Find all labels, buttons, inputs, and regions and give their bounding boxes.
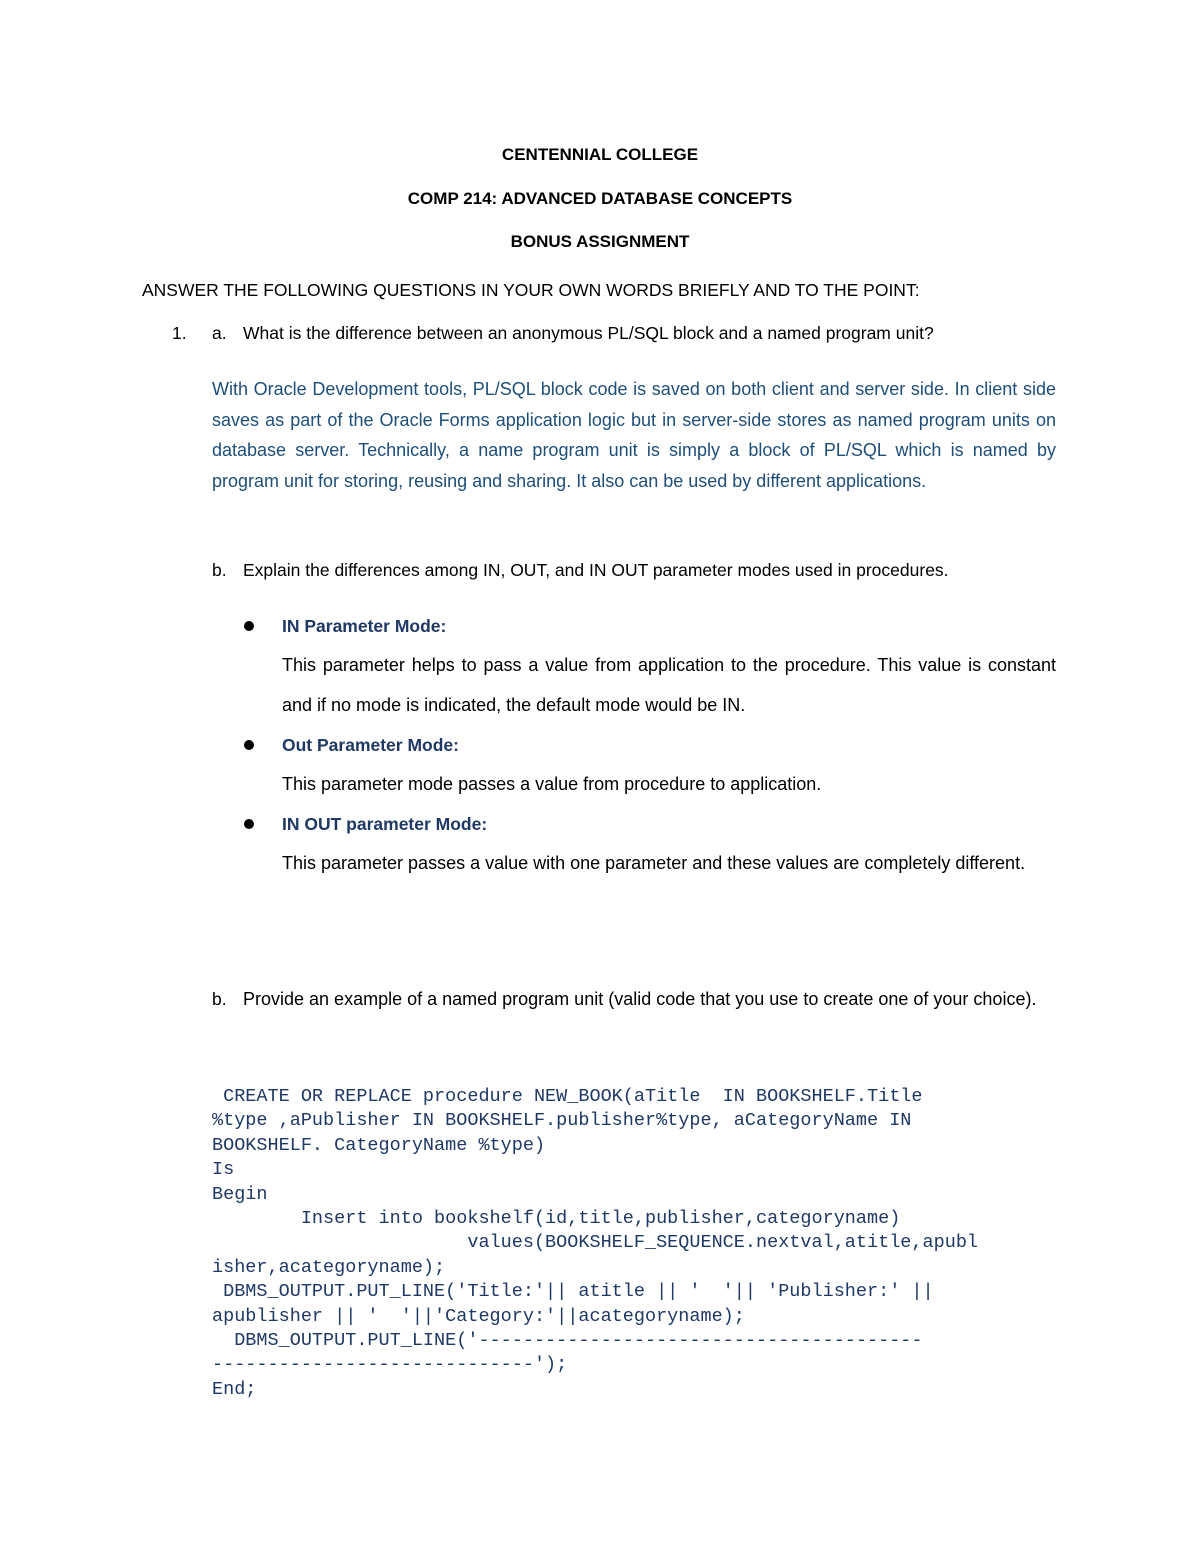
mode-inout-desc: This parameter passes a value with one parameter and these values are completely different. (282, 853, 1026, 873)
mode-in-title: IN Parameter Mode: (282, 616, 447, 636)
answer-a: With Oracle Development tools, PL/SQL block code is saved on both client and server side. In client side saves as part of the Oracle Forms application logic but in server-side stores as named program units on database server. Technically, a name program unit is simply a block of PL/SQL which is named by program unit for storing, reusing and sharing. It also can be used by different applications. (212, 379, 1056, 491)
assignment-title: BONUS ASSIGNMENT (510, 232, 690, 251)
bullet-icon (244, 740, 254, 750)
question-number: 1. (172, 323, 187, 343)
code-block: CREATE OR REPLACE procedure NEW_BOOK(aTitle IN BOOKSHELF.Title %type ,aPublisher IN BOOKSHELF.publisher%type, aCategoryName IN BOOKSHELF. CategoryName %type) Is Begin Insert into bookshelf(id,title,publisher,categoryname) values(BOOKSHELF_SEQUENCE.nextval,atitle,apubl isher,acategoryname); DBMS_OUTPUT.PUT_LINE('Title:'|| atitle || ' '|| 'Publisher:' || apublisher || ' '||'Category:'||acategoryname); DBMS_OUTPUT.PUT_LINE('---------------------------------------- -----------------------------'); End; (212, 1086, 979, 1400)
mode-out-title: Out Parameter Mode: (282, 735, 459, 755)
mode-out-desc: This parameter mode passes a value from procedure to application. (282, 774, 822, 794)
college-title: CENTENNIAL COLLEGE (501, 145, 699, 164)
bullet-icon (244, 621, 254, 631)
mode-in-desc: This parameter helps to pass a value from application to the procedure. This value is constant and if no mode is indicated, the default mode would be IN. (282, 655, 1056, 715)
question-b-label: b. (212, 560, 227, 580)
instructions: ANSWER THE FOLLOWING QUESTIONS IN YOUR OWN WORDS BRIEFLY AND TO THE POINT: (142, 280, 920, 300)
question-a-label: a. (212, 323, 227, 343)
question-c-text: Provide an example of a named program unit (valid code that you use to create one of your choice). (243, 989, 1037, 1009)
question-c-label: b. (212, 989, 227, 1009)
mode-inout-title: IN OUT parameter Mode: (282, 814, 488, 834)
course-title: COMP 214: ADVANCED DATABASE CONCEPTS (407, 189, 793, 208)
bullet-icon (244, 819, 254, 829)
question-a-text: What is the difference between an anonymous PL/SQL block and a named program unit? (243, 323, 934, 343)
question-b-text: Explain the differences among IN, OUT, and IN OUT parameter modes used in procedures. (243, 560, 949, 580)
